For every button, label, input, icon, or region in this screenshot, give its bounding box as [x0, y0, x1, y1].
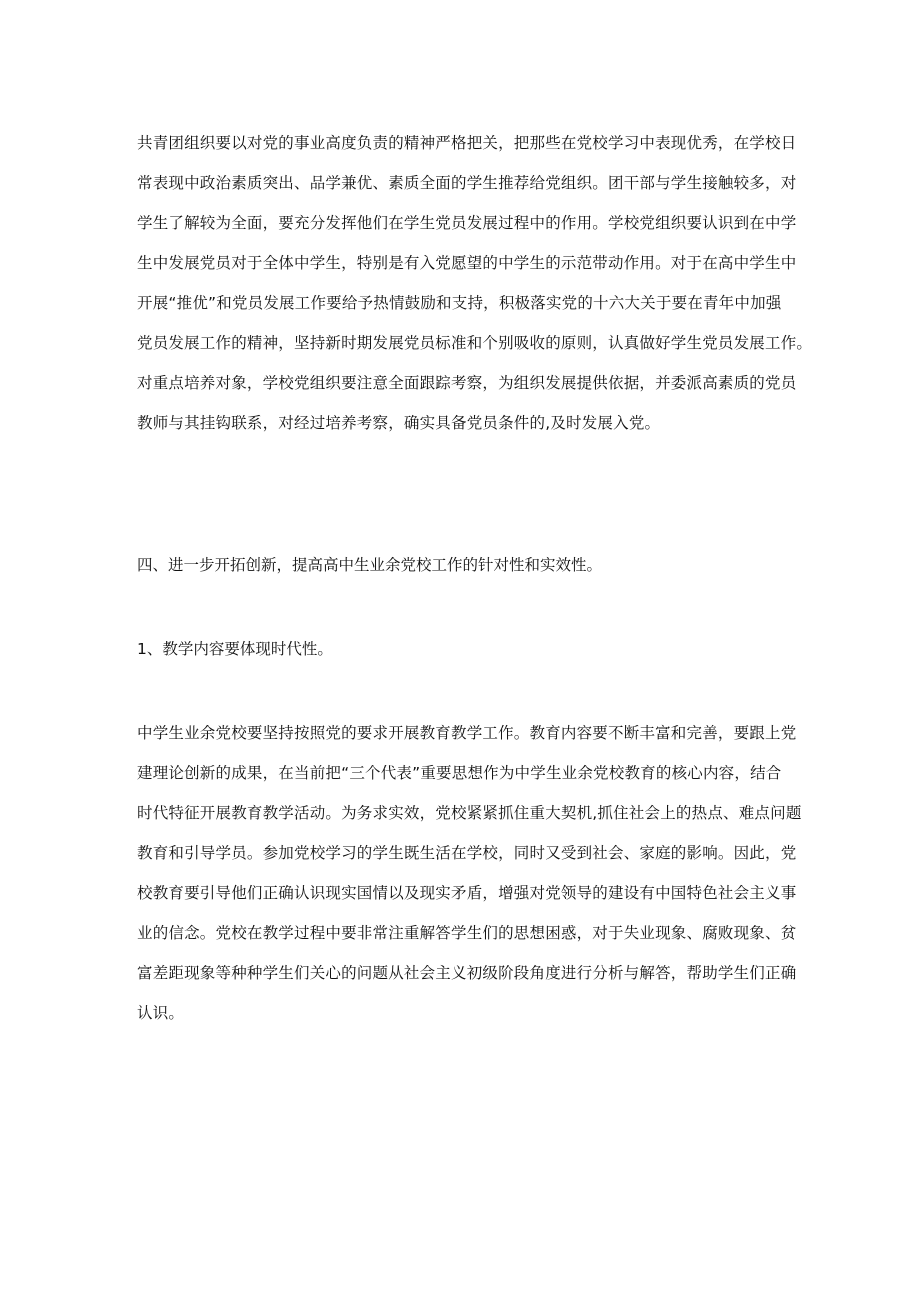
paragraph-line: 认识。: [137, 1004, 185, 1022]
paragraph-line: 开展“推优”和党员发展工作要给予热情鼓励和支持，积极落实党的十六大关于要在青年中加强: [137, 294, 782, 312]
section-heading: 四、进一步开拓创新，提高高中生业余党校工作的针对性和实效性。: [137, 556, 603, 574]
paragraph-line: 建理论创新的成果，在当前把“三个代表”重要思想作为中学生业余党校教育的核心内容，结合: [137, 764, 782, 782]
paragraph-line: 中学生业余党校要坚持按照党的要求开展教育教学工作。教育内容要不断丰富和完善，要跟上党: [137, 724, 797, 742]
paragraph-line: 对重点培养对象，学校党组织要注意全面跟踪考察，为组织发展提供依据，并委派高素质的党员: [137, 374, 797, 392]
paragraph-line: 教育和引导学员。参加党校学习的学生既生活在学校，同时又受到社会、家庭的影响。因此，党: [137, 844, 797, 862]
paragraph-line: 共青团组织要以对党的事业高度负责的精神严格把关，把那些在党校学习中表现优秀，在学校日: [137, 134, 797, 152]
paragraph-line: 业的信念。党校在教学过程中要非常注重解答学生们的思想困惑，对于失业现象、腐败现象、贫: [137, 924, 797, 942]
paragraph-line: 富差距现象等种种学生们关心的问题从社会主义初级阶段角度进行分析与解答，帮助学生们正确: [137, 964, 797, 982]
paragraph-line: 生中发展党员对于全体中学生，特别是有入党愿望的中学生的示范带动作用。对于在高中学生中: [137, 254, 797, 272]
paragraph-line: 时代特征开展教育教学活动。为务求实效，党校紧紧抓住重大契机,抓住社会上的热点、难点问题: [137, 804, 802, 822]
subheading: 1、教学内容要体现时代性。: [137, 640, 333, 658]
paragraph-youth-league-recommendation: [137, 123, 813, 443]
paragraph-line: 常表现中政治素质突出、品学兼优、素质全面的学生推荐给党组织。团干部与学生接触较多，对: [137, 174, 797, 192]
paragraph-line: 学生了解较为全面，要充分发挥他们在学生党员发展过程中的作用。学校党组织要认识到在中学: [137, 214, 797, 232]
paragraph-line: 党员发展工作的精神，坚持新时期发展党员标准和个别吸收的原则，认真做好学生党员发展工作。: [137, 334, 813, 352]
paragraph-teaching-content: [137, 713, 802, 1033]
paragraph-line: 教师与其挂钩联系，对经过培养考察，确实具备党员条件的,及时发展入党。: [137, 414, 661, 432]
paragraph-line: 校教育要引导他们正确认识现实国情以及现实矛盾，增强对党领导的建设有中国特色社会主义事: [137, 884, 797, 902]
